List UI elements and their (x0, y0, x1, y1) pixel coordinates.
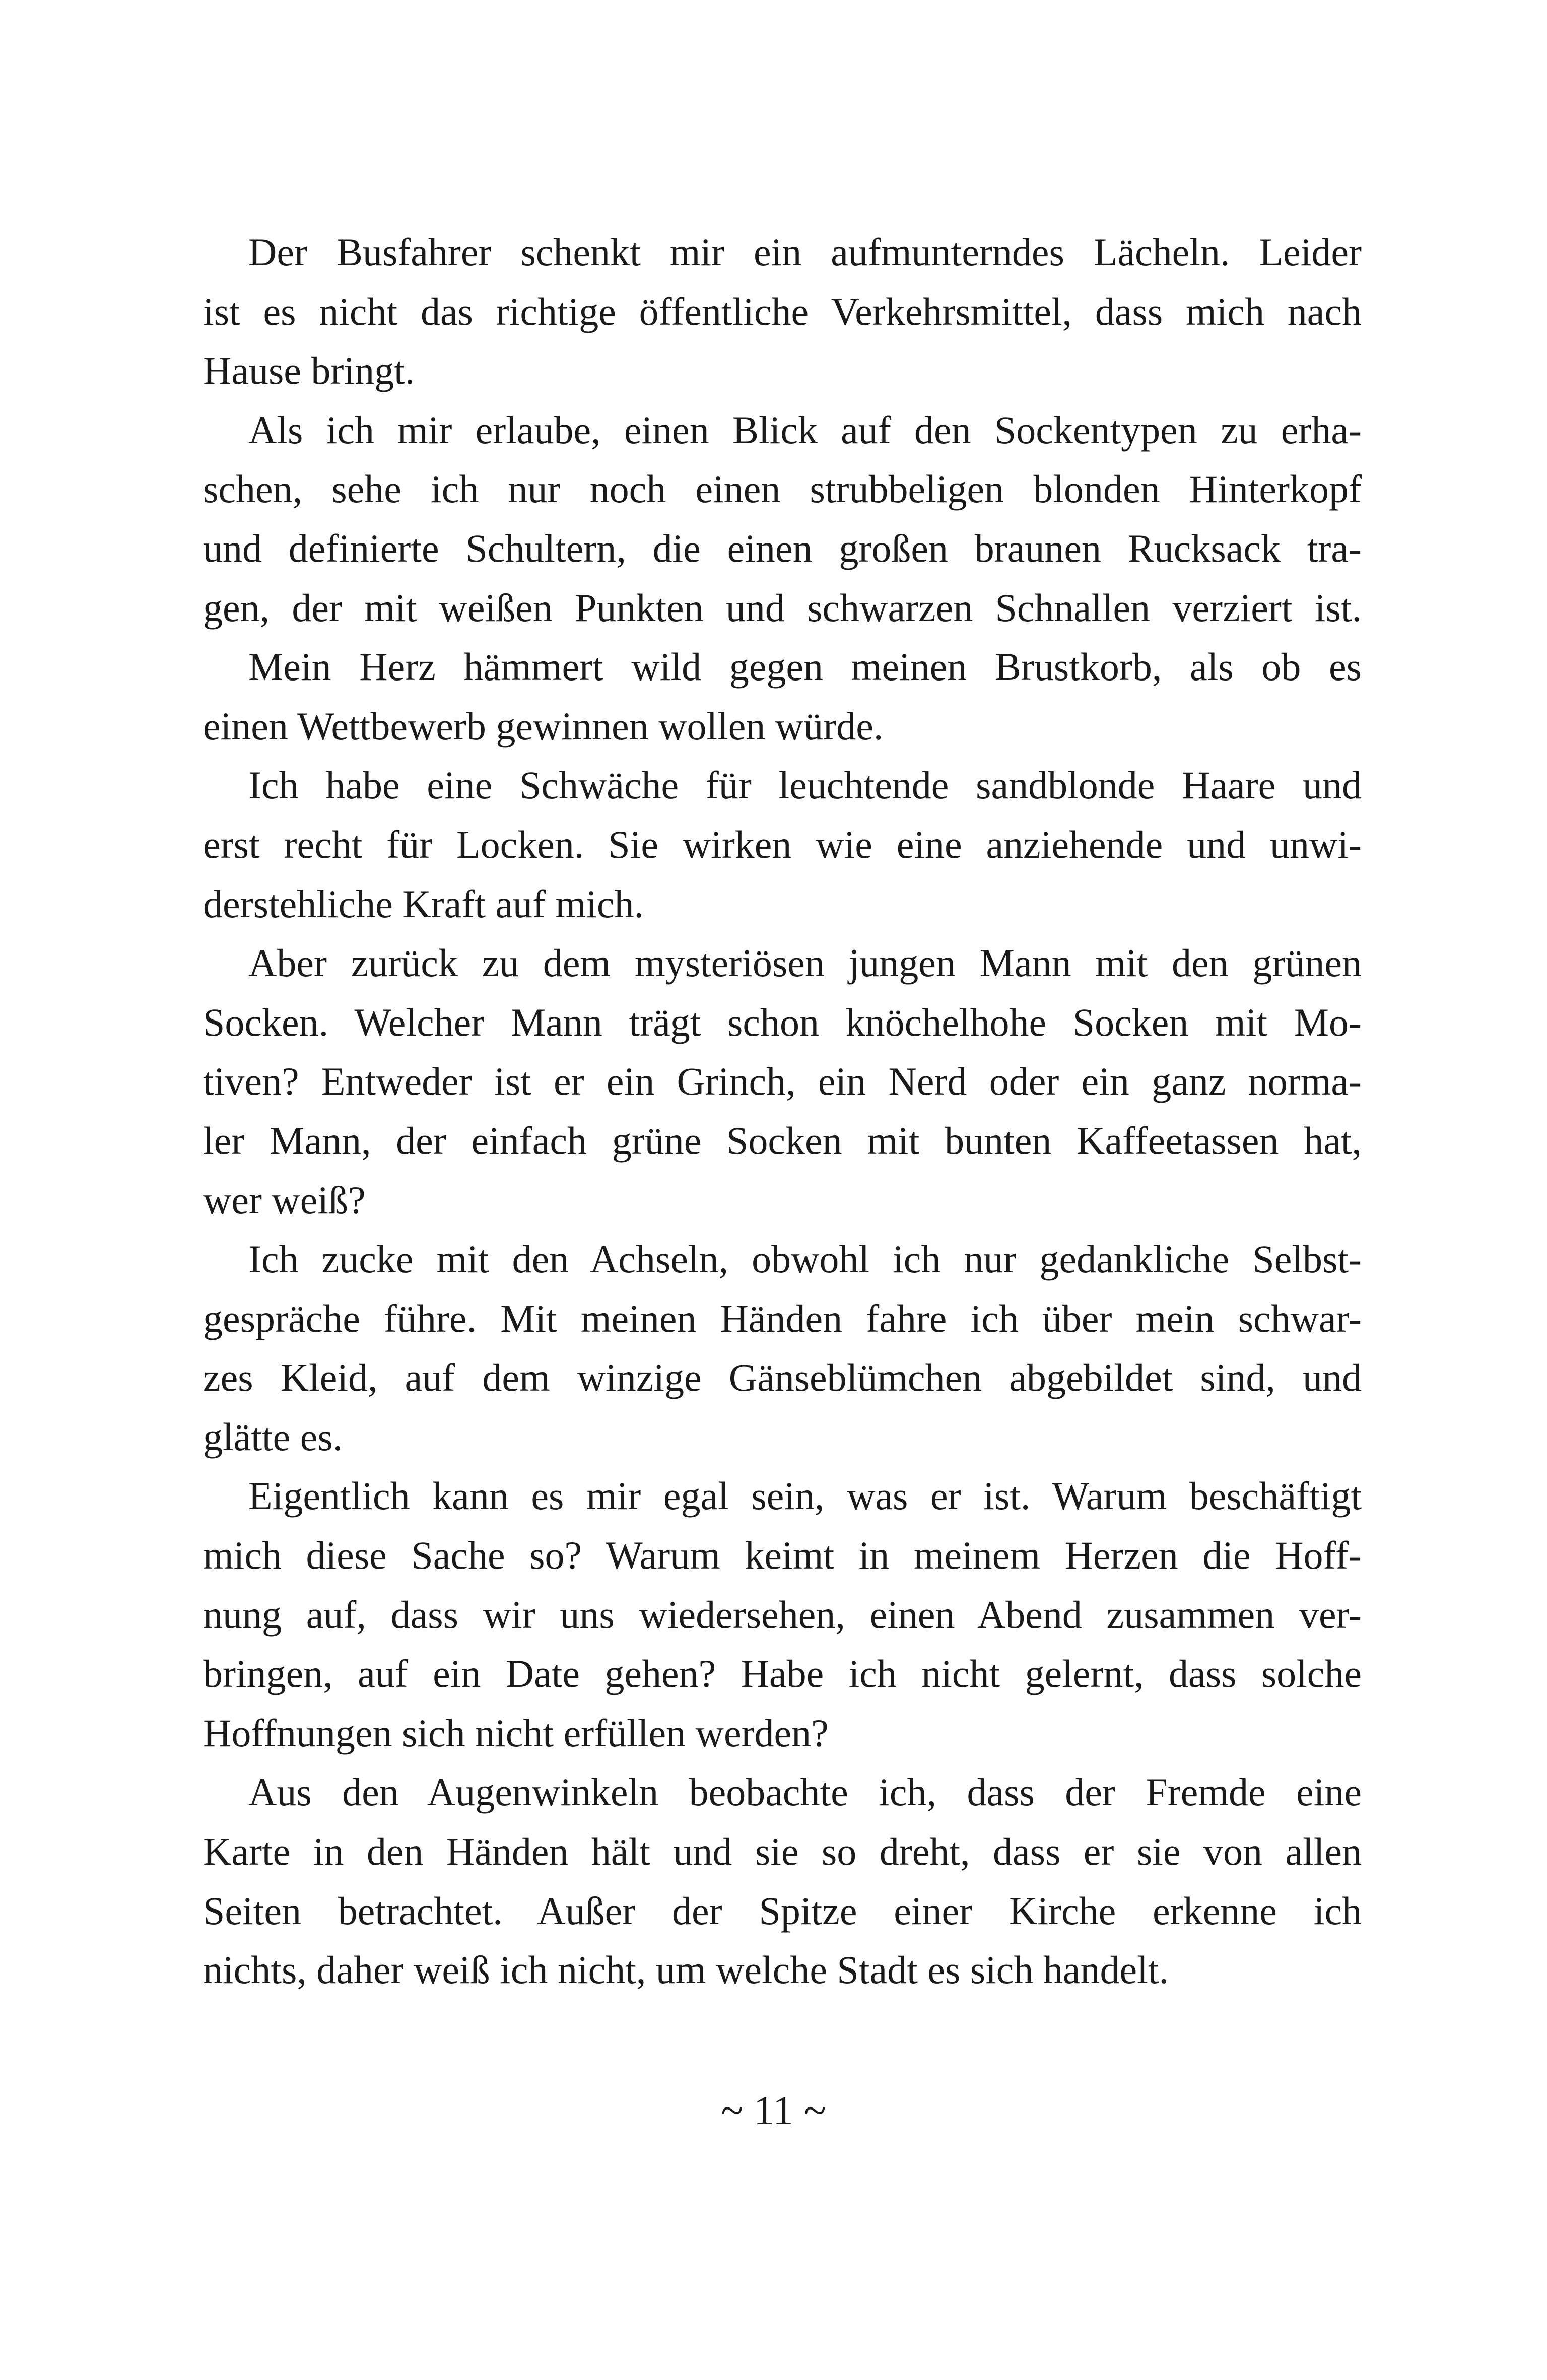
text-line: gespräche führe. Mit meinen Händen fahre ich über mein schwar- (203, 1296, 1362, 1340)
text-line: Socken. Welcher Mann trägt schon knöchelhohe Socken mit Mo- (203, 1000, 1362, 1044)
text-line: Aus den Augenwinkeln beobachte ich, dass der Fremde eine (248, 1770, 1362, 1814)
text-line: einen Wettbewerb gewinnen wollen würde. (203, 704, 884, 748)
page-number: ~ 11 ~ (721, 2087, 826, 2133)
text-line: derstehliche Kraft auf mich. (203, 881, 644, 926)
text-line: Hause bringt. (203, 349, 415, 393)
text-line: Aber zurück zu dem mysteriösen jungen Mann mit den grünen (248, 941, 1362, 985)
text-line: Hoffnungen sich nicht erfüllen werden? (203, 1711, 829, 1755)
text-line: glätte es. (203, 1414, 343, 1459)
text-line: Eigentlich kann es mir egal sein, was er ist. Warum beschäftigt (248, 1474, 1362, 1518)
text-line: wer weiß? (203, 1178, 366, 1222)
text-line: Mein Herz hämmert wild gegen meinen Brustkorb, als ob es (248, 645, 1362, 689)
text-line: erst recht für Locken. Sie wirken wie eine anziehende und unwi- (203, 822, 1362, 866)
text-line: Als ich mir erlaube, einen Blick auf den Sockentypen zu erha- (248, 407, 1362, 452)
text-line: mich diese Sache so? Warum keimt in meinem Herzen die Hoff- (203, 1533, 1362, 1578)
body-text (203, 223, 1362, 2000)
text-line: gen, der mit weißen Punkten und schwarzen Schnallen verziert ist. (203, 585, 1362, 630)
text-line: Seiten betrachtet. Außer der Spitze einer Kirche erkenne ich (203, 1888, 1362, 1933)
text-line: tiven? Entweder ist er ein Grinch, ein Nerd oder ein ganz norma- (203, 1059, 1362, 1104)
text-line: schen, sehe ich nur noch einen strubbeligen blonden Hinterkopf (203, 467, 1362, 511)
text-line: ler Mann, der einfach grüne Socken mit bunten Kaffeetassen hat, (203, 1118, 1362, 1163)
text-line: bringen, auf ein Date gehen? Habe ich nicht gelernt, dass solche (203, 1652, 1362, 1696)
text-line: Ich zucke mit den Achseln, obwohl ich nur gedankliche Selbst- (248, 1237, 1362, 1281)
text-line: nung auf, dass wir uns wiedersehen, einen Abend zusammen ver- (203, 1592, 1362, 1637)
text-line: zes Kleid, auf dem winzige Gänseblümchen abgebildet sind, und (203, 1355, 1362, 1400)
text-line: ist es nicht das richtige öffentliche Verkehrsmittel, dass mich nach (203, 289, 1362, 333)
text-line: und definierte Schultern, die einen großen braunen Rucksack tra- (203, 526, 1362, 570)
text-line: Der Busfahrer schenkt mir ein aufmunterndes Lächeln. Leider (248, 230, 1362, 274)
text-line: Karte in den Händen hält und sie so dreht, dass er sie von allen (203, 1829, 1362, 1874)
text-line: Ich habe eine Schwäche für leuchtende sandblonde Haare und (248, 763, 1362, 807)
text-line: nichts, daher weiß ich nicht, um welche Stadt es sich handelt. (203, 1948, 1169, 1992)
